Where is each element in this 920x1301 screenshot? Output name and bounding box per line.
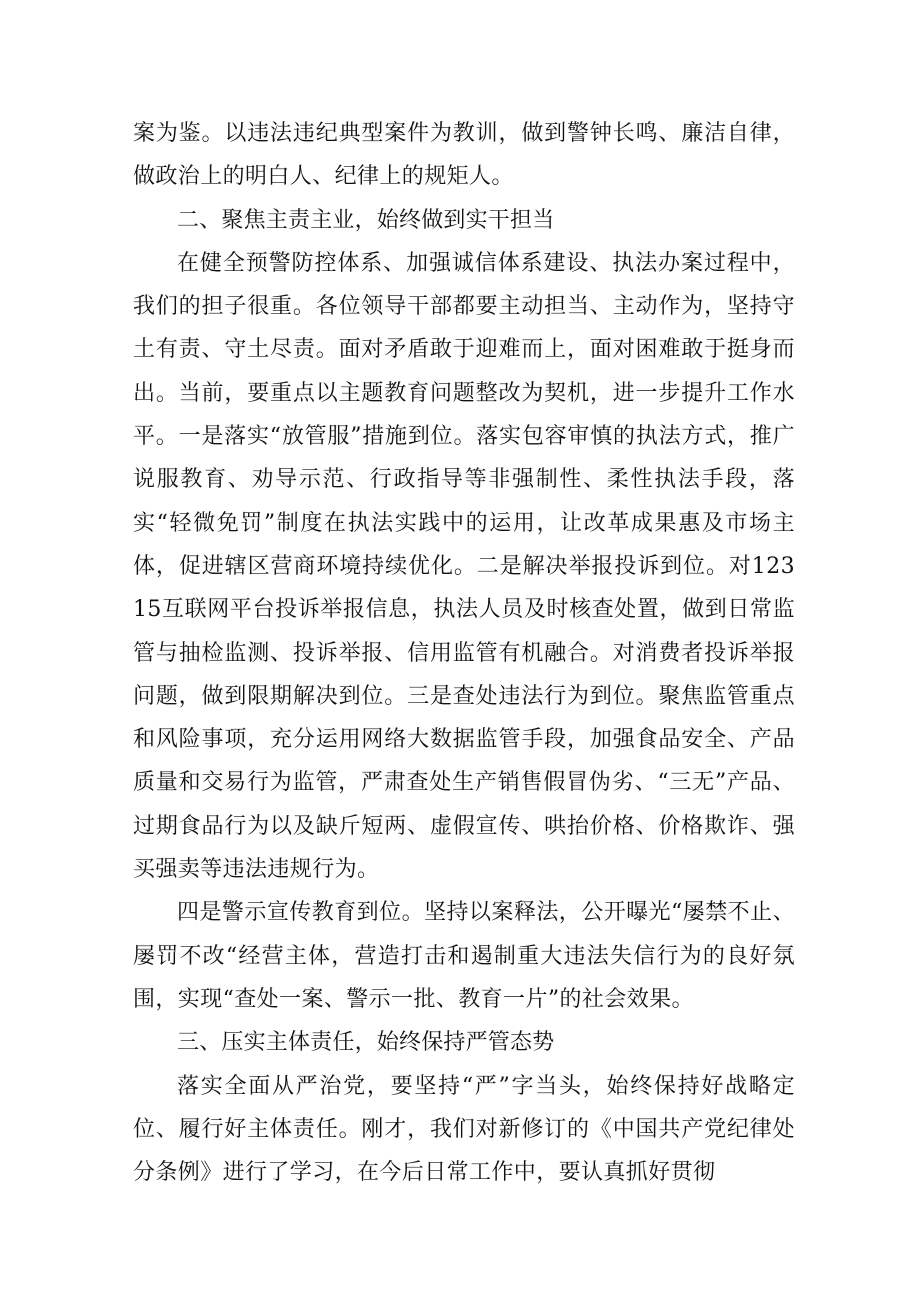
body-paragraph-3: 四是警示宣传教育到位。坚持以案释法，公开曝光“屡禁不止、屡罚不改“经营主体，营造打击和遏制重大违法失信行为的良好氛围，实现“查处一案、警示一批、教育一片”的社会效果。 — [133, 900, 795, 1012]
body-paragraph-2: 在健全预警防控体系、加强诚信体系建设、执法办案过程中，我们的担子很重。各位领导干部都要主动担当、主动作为，坚持守土有责、守土尽责。面对矛盾敢于迎难而上，面对困难敢于挺身而出。当前，要重点以主题教育问题整改为契机，进一步提升工作水平。一是落实“放管服”措施到位。落实包容审慎的执法方式，推广说服教育、劝导示范、行政指导等非强制性、柔性执法手段，落实“轻微免罚”制度在执法实践中的运用，让改革成果惠及市场主体，促进辖区营商环境持续优化。二是解决举报投诉到位。对12315互联网平台投诉举报信息，执法人员及时核查处置，做到日常监管与抽检监测、投诉举报、信用监管有机融合。对消费者投诉举报问题，做到限期解决到位。三是查处违法行为到位。聚焦监管重点和风险事项，充分运用网络大数据监管手段，加强食品安全、产品质量和交易行为监管，严肃查处生产销售假冒伪劣、“三无”产品、过期食品行为以及缺斤短两、虚假宣传、哄抬价格、价格欺诈、强买强卖等违法违规行为。 — [133, 250, 795, 883]
section-heading-2: 二、聚焦主责主业，始终做到实干担当 — [177, 207, 555, 233]
body-paragraph-4: 落实全面从严治党，要坚持“严”字当头，始终保持好战略定位、履行好主体责任。刚才，我们对新修订的《中国共产党纪律处分条例》进行了学习，在今后日常工作中，要认真抓好贯彻 — [133, 1073, 795, 1186]
document-page — [133, 112, 795, 1194]
body-paragraph-1: 案为鉴。以违法违纪典型案件为教训，做到警钟长鸣、廉洁自律，做政治上的明白人、纪律上的规矩人。 — [133, 121, 795, 190]
section-heading-3: 三、压实主体责任，始终保持严管态势 — [177, 1030, 555, 1056]
